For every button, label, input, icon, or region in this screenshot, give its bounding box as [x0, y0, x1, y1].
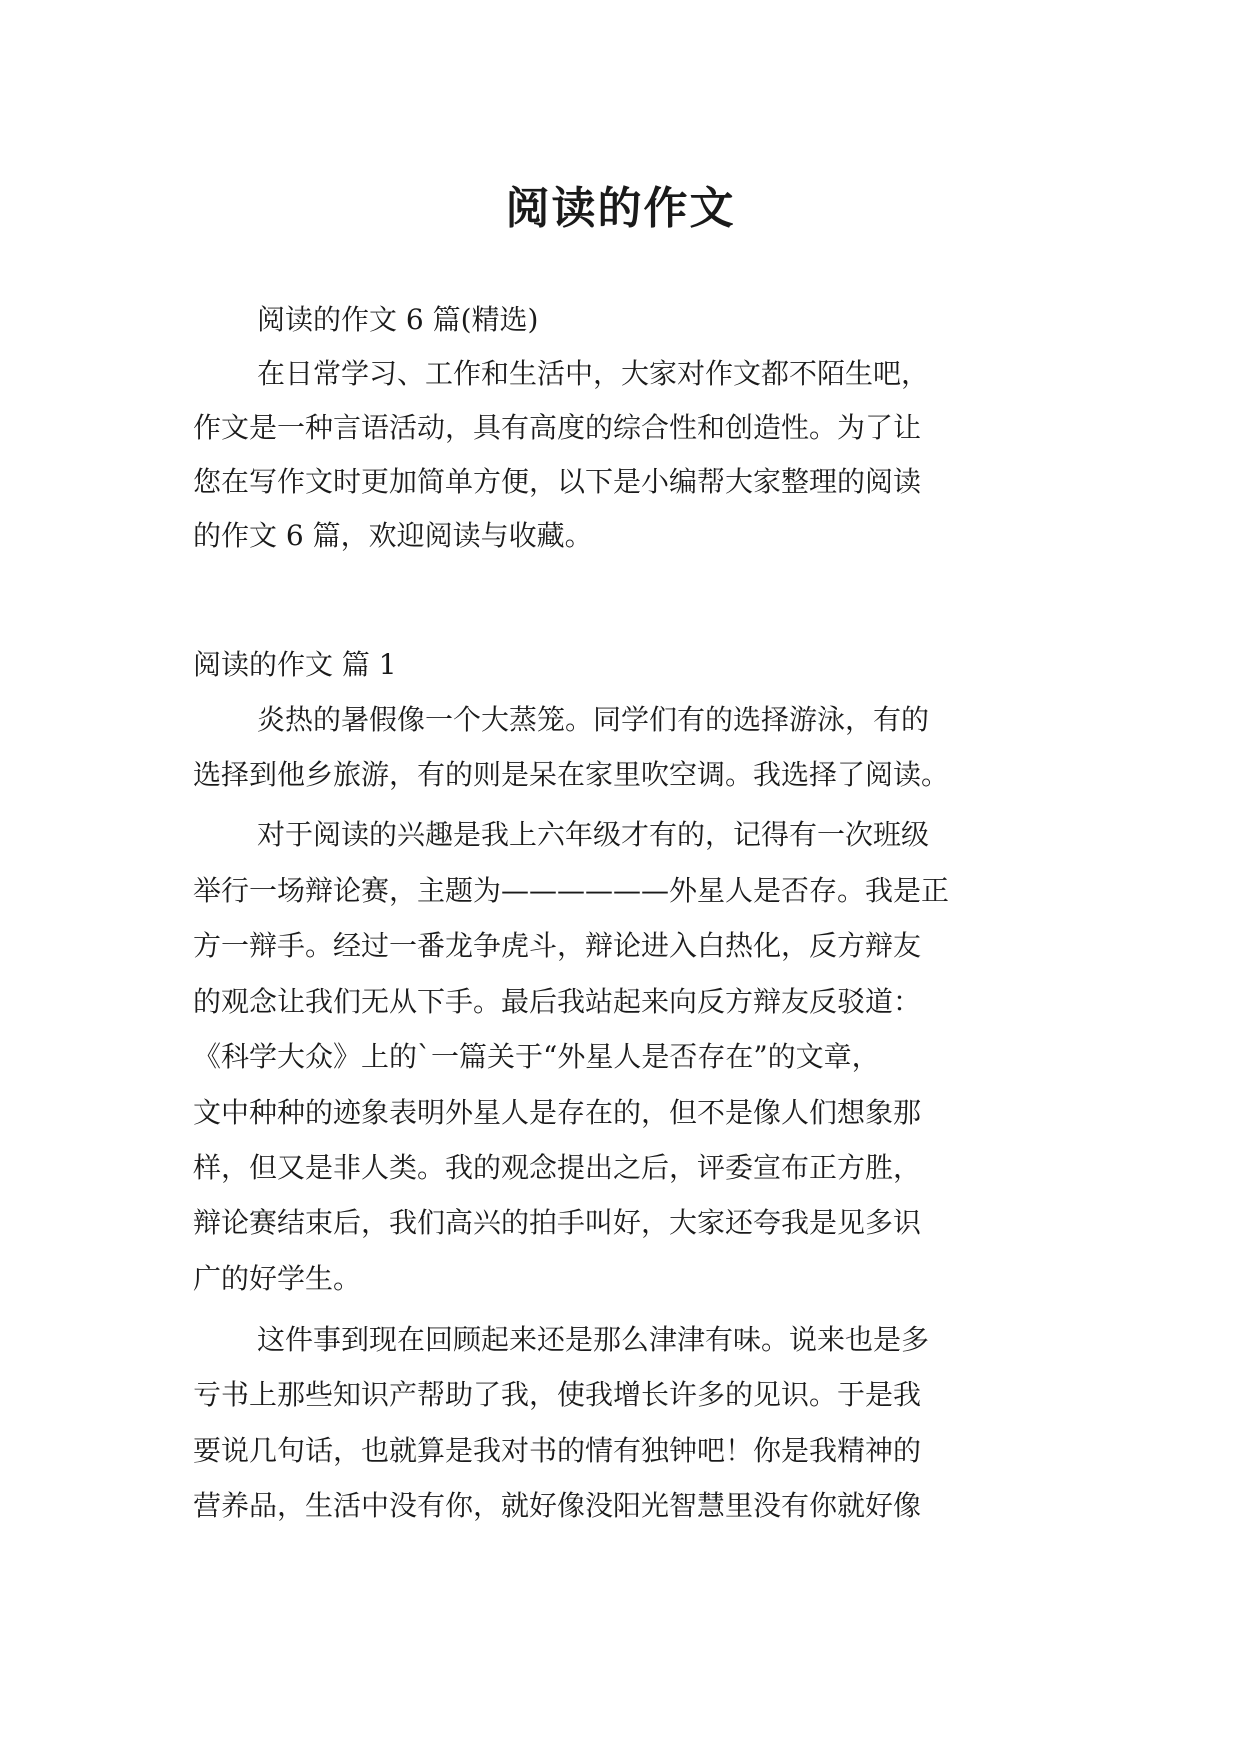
paragraph-2-line-8: 辩论赛结束后，我们高兴的拍手叫好，大家还夸我是见多识 — [193, 1206, 922, 1239]
paragraph-3-line-1: 这件事到现在回顾起来还是那么津津有味。说来也是多 — [257, 1323, 930, 1356]
intro-line-1: 在日常学习、工作和生活中，大家对作文都不陌生吧， — [257, 357, 930, 390]
intro-line-4: 的作文 6 篇，欢迎阅读与收藏。 — [193, 519, 593, 552]
paragraph-3-line-4: 营养品，生活中没有你，就好像没阳光智慧里没有你就好像 — [193, 1489, 922, 1522]
paragraph-1-line-2: 选择到他乡旅游，有的则是呆在家里吹空调。我选择了阅读。 — [193, 758, 950, 791]
intro-heading: 阅读的作文 6 篇(精选) — [257, 303, 539, 336]
paragraph-2-line-7: 样，但又是非人类。我的观念提出之后，评委宣布正方胜， — [193, 1151, 922, 1184]
paragraph-2-line-1: 对于阅读的兴趣是我上六年级才有的，记得有一次班级 — [257, 818, 930, 851]
paragraph-2-line-6: 文中种种的迹象表明外星人是存在的，但不是像人们想象那 — [193, 1096, 922, 1129]
paragraph-2-line-4: 的观念让我们无从下手。最后我站起来向反方辩友反驳道： — [193, 985, 922, 1018]
intro-line-2: 作文是一种言语活动，具有高度的综合性和创造性。为了让 — [193, 411, 922, 444]
paragraph-2-line-3: 方一辩手。经过一番龙争虎斗，辩论进入白热化，反方辩友 — [193, 929, 922, 962]
paragraph-2-line-5: 《科学大众》上的`一篇关于“外星人是否存在”的文章， — [193, 1040, 880, 1073]
paragraph-3-line-3: 要说几句话，也就算是我对书的情有独钟吧！你是我精神的 — [193, 1434, 922, 1467]
document-title: 阅读的作文 — [505, 183, 736, 235]
section-heading: 阅读的作文 篇 1 — [193, 648, 397, 681]
paragraph-3-line-2: 亏书上那些知识产帮助了我，使我增长许多的见识。于是我 — [193, 1378, 922, 1411]
intro-line-3: 您在写作文时更加简单方便，以下是小编帮大家整理的阅读 — [193, 465, 922, 498]
paragraph-2-line-2: 举行一场辩论赛，主题为——————外星人是否存。我是正 — [193, 874, 950, 907]
paragraph-2-line-9: 广的好学生。 — [193, 1262, 362, 1295]
paragraph-1-line-1: 炎热的暑假像一个大蒸笼。同学们有的选择游泳，有的 — [257, 703, 930, 736]
